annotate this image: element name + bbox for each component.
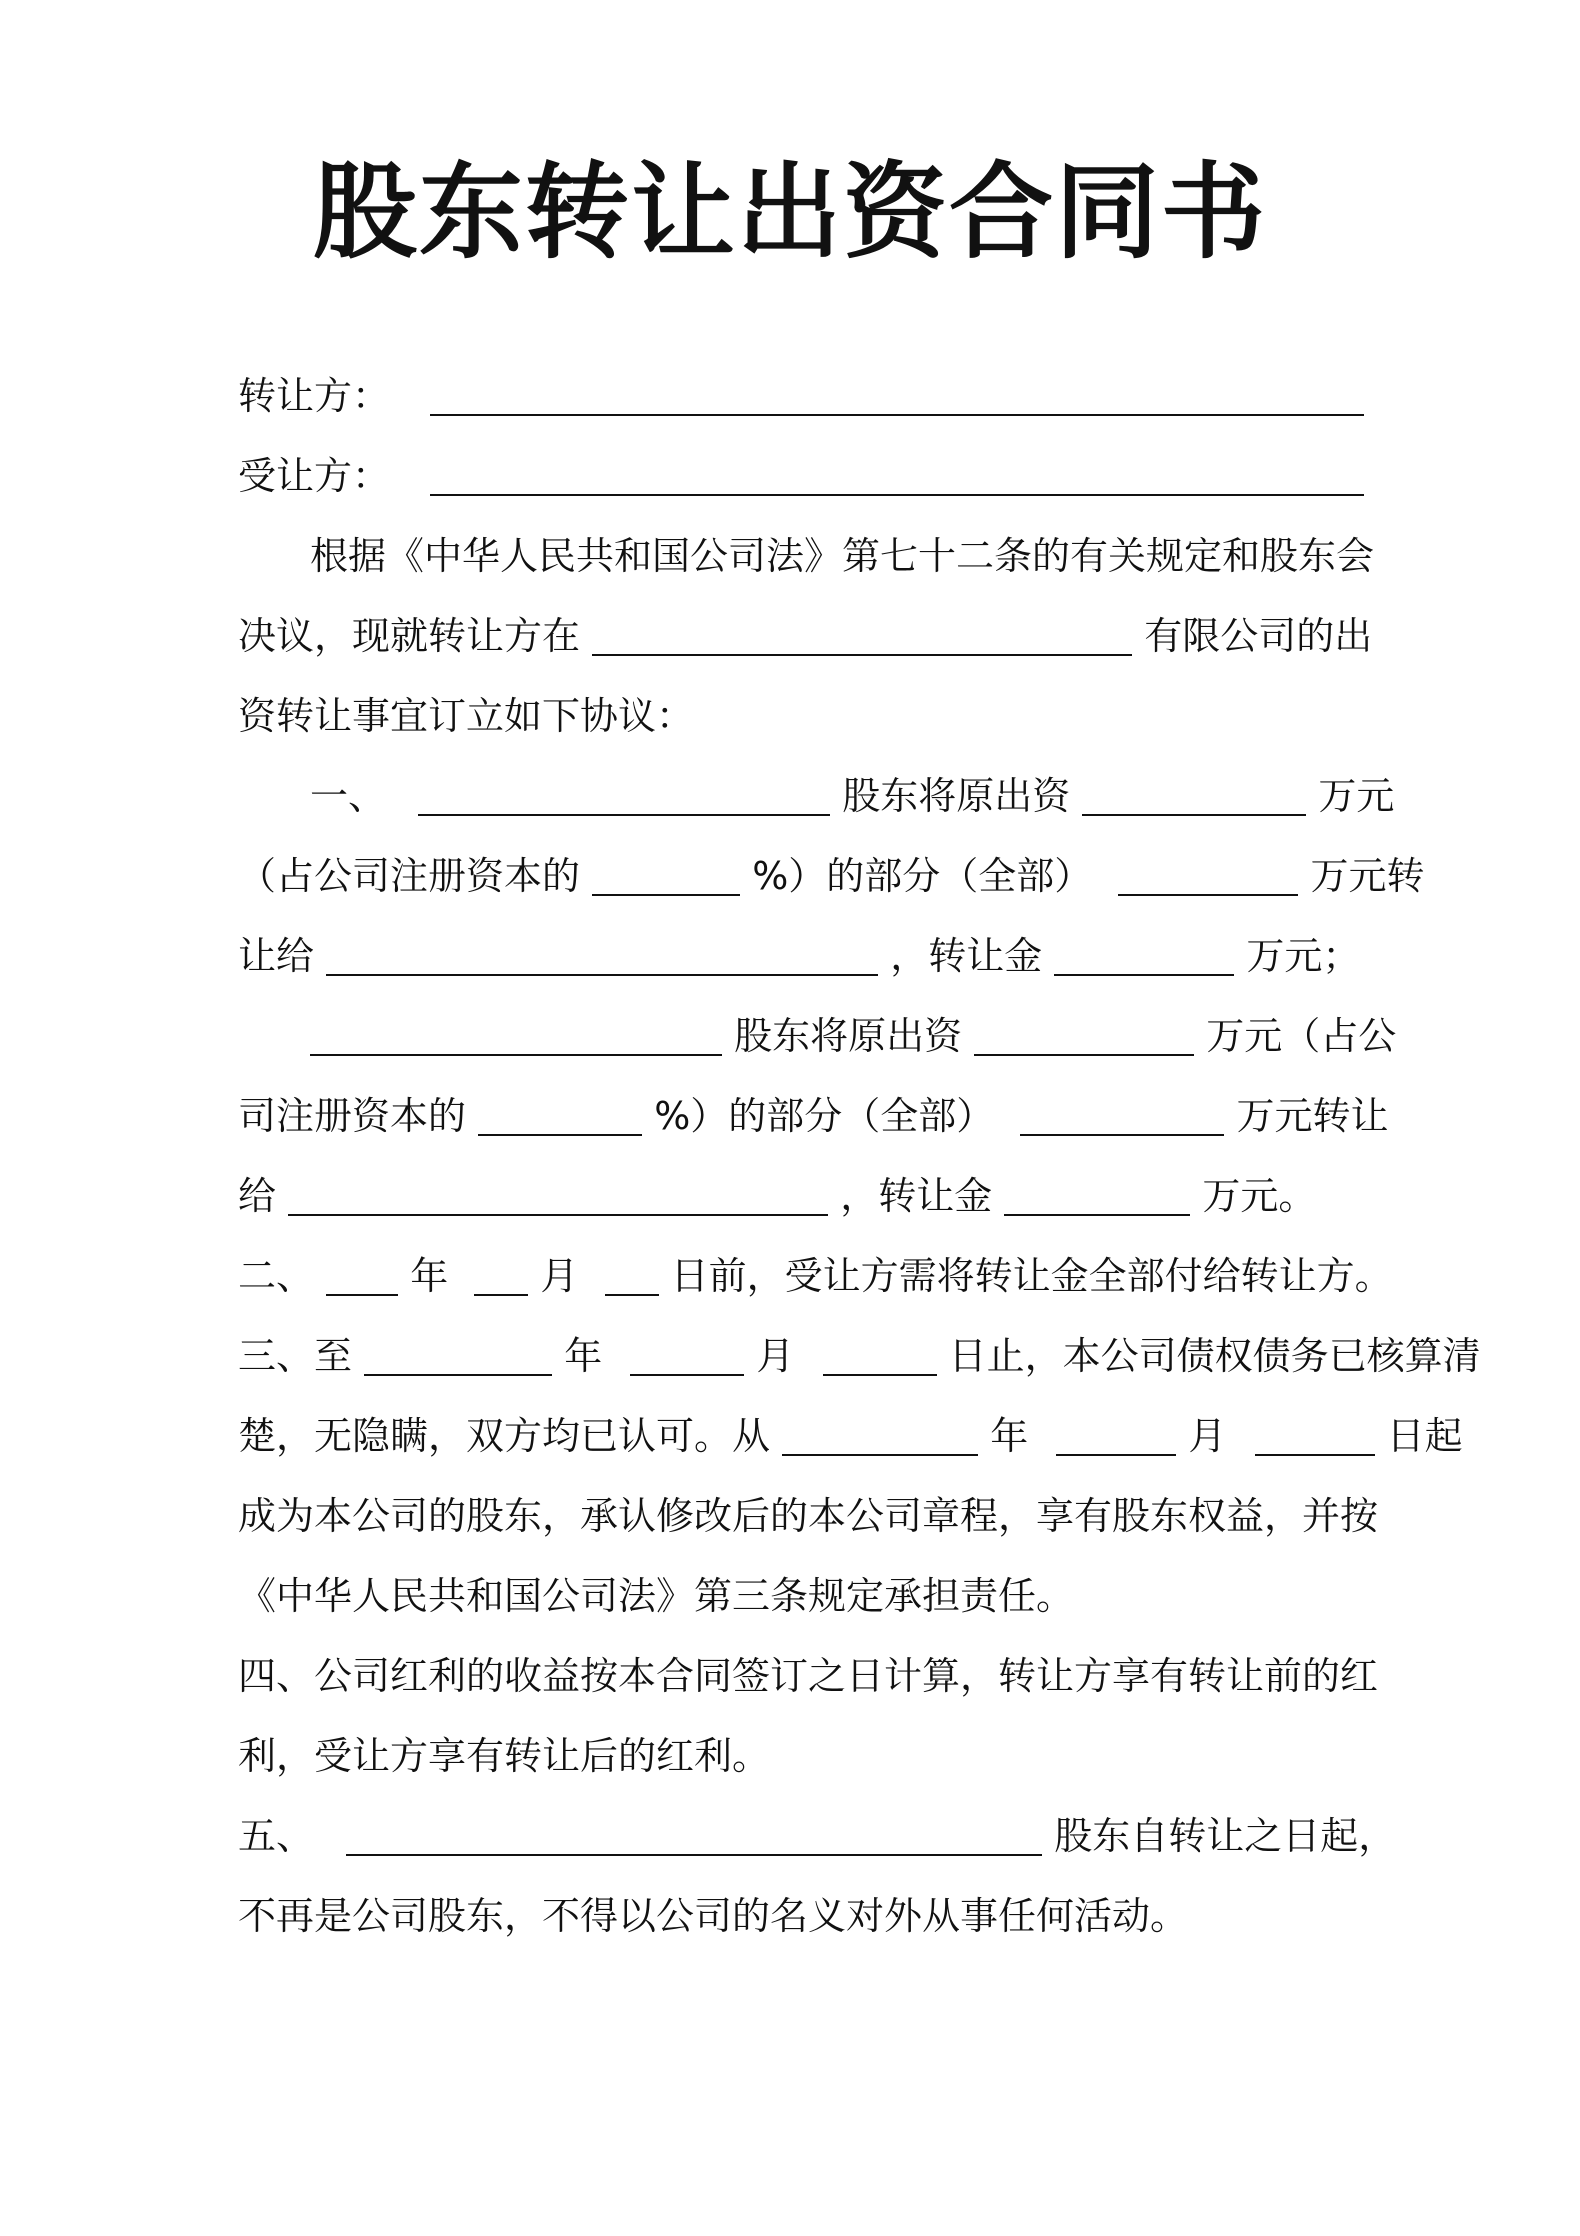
clause1-line-6 bbox=[238, 1154, 1354, 1238]
clause5-text-2: 不再是公司股东，不得以公司的名义对外从事任何活动。 bbox=[238, 1894, 1189, 1938]
clause2-day-blank[interactable] bbox=[605, 1234, 659, 1296]
clause1-text-e1: 司注册资本的 bbox=[238, 1094, 467, 1138]
clause3-rest1: 日止，本公司债权债务已核算清 bbox=[948, 1334, 1481, 1378]
clause3-month-blank[interactable] bbox=[630, 1314, 744, 1376]
clause1-shareholder-blank[interactable] bbox=[418, 754, 830, 816]
preamble-line-1 bbox=[238, 514, 1375, 598]
clause3-line-4 bbox=[238, 1554, 1354, 1638]
clause3-year-label: 年 bbox=[564, 1334, 603, 1378]
clause3-prefix: 三、至 bbox=[238, 1334, 353, 1378]
clause2-rest: 日前，受让方需将转让金全部付给转让方。 bbox=[670, 1254, 1393, 1298]
clause1-price2-blank[interactable] bbox=[1004, 1154, 1190, 1216]
clause1-unit-a: 万元 bbox=[1318, 774, 1395, 818]
preamble-text-3: 资转让事宜订立如下协议： bbox=[238, 694, 695, 738]
clause5-prefix: 五、 bbox=[238, 1814, 315, 1858]
clause2-year-label: 年 bbox=[410, 1254, 449, 1298]
clause4-line-2 bbox=[238, 1714, 1354, 1798]
clause2-year-blank[interactable] bbox=[326, 1234, 398, 1296]
clause1-line-5 bbox=[238, 1074, 1389, 1158]
clause3-year-blank[interactable] bbox=[364, 1314, 552, 1376]
clause1-text-c2: ，转让金 bbox=[890, 934, 1043, 978]
clause1-text-f3: 万元。 bbox=[1202, 1174, 1317, 1218]
clause1-line-4 bbox=[238, 994, 1397, 1078]
clause2-month-label: 月 bbox=[540, 1254, 579, 1298]
clause1-text-b3: 万元转 bbox=[1310, 854, 1425, 898]
clause3-line-1 bbox=[238, 1314, 1481, 1398]
clause1-recipient-blank[interactable] bbox=[326, 914, 878, 976]
clause3-month-label: 月 bbox=[756, 1334, 795, 1378]
clause1-text-f1: 给 bbox=[238, 1174, 277, 1218]
clause5-line-1 bbox=[238, 1794, 1397, 1878]
clause3-day2-blank[interactable] bbox=[1255, 1394, 1375, 1456]
clause3-text-4: 《中华人民共和国公司法》第三条规定承担责任。 bbox=[238, 1574, 1075, 1618]
clause1-recipient2-blank[interactable] bbox=[288, 1154, 828, 1216]
clause1-text-b1: （占公司注册资本的 bbox=[238, 854, 581, 898]
document-title: 股东转让出资合同书 bbox=[312, 151, 1267, 273]
clause4-line-1 bbox=[238, 1634, 1379, 1718]
clause1-text-e3: 万元转让 bbox=[1236, 1094, 1389, 1138]
clause1-line-3 bbox=[238, 914, 1361, 998]
preamble-line-2 bbox=[238, 594, 1373, 678]
clause1-text-a: 股东将原出资 bbox=[842, 774, 1071, 818]
clause1-shareholder2-blank[interactable] bbox=[310, 994, 722, 1056]
transferee-line bbox=[238, 434, 1354, 518]
clause1-text-d2: 万元（占公 bbox=[1206, 1014, 1397, 1058]
clause5-shareholder-blank[interactable] bbox=[346, 1794, 1042, 1856]
clause1-prefix: 一、 bbox=[310, 774, 387, 818]
clause1-amount2-blank[interactable] bbox=[1020, 1074, 1224, 1136]
clause1-text-c1: 让给 bbox=[238, 934, 315, 978]
company-name-blank[interactable] bbox=[592, 594, 1132, 656]
clause3-line-2 bbox=[238, 1394, 1463, 1478]
clause3-day2-label: 日起 bbox=[1386, 1414, 1463, 1458]
clause2-line bbox=[238, 1234, 1393, 1318]
clause3-month2-label: 月 bbox=[1188, 1414, 1227, 1458]
clause3-text-3: 成为本公司的股东，承认修改后的本公司章程，享有股东权益，并按 bbox=[238, 1494, 1379, 1538]
clause5-line-2 bbox=[238, 1874, 1354, 1958]
preamble-text-2a: 决议，现就转让方在 bbox=[238, 614, 581, 658]
clause4-text-2: 利，受让方享有转让后的红利。 bbox=[238, 1734, 771, 1778]
clause1-capital2-blank[interactable] bbox=[974, 994, 1194, 1056]
preamble-line-3 bbox=[238, 674, 1354, 758]
clause2-prefix: 二、 bbox=[238, 1254, 315, 1298]
clause1-price-blank[interactable] bbox=[1054, 914, 1234, 976]
clause1-line-2 bbox=[238, 834, 1425, 918]
clause3-month2-blank[interactable] bbox=[1056, 1394, 1176, 1456]
clause1-capital-blank[interactable] bbox=[1082, 754, 1306, 816]
transferor-line bbox=[238, 354, 1354, 438]
clause1-percent2-blank[interactable] bbox=[478, 1074, 642, 1136]
transferee-blank[interactable] bbox=[430, 434, 1364, 496]
transferee-label: 受让方： bbox=[238, 454, 391, 498]
clause1-line-1 bbox=[238, 754, 1395, 838]
clause3-day-blank[interactable] bbox=[823, 1314, 937, 1376]
clause1-text-c3: 万元； bbox=[1246, 934, 1361, 978]
clause1-text-f2: ，转让金 bbox=[840, 1174, 993, 1218]
transferor-blank[interactable] bbox=[430, 354, 1364, 416]
clause1-text-b2: %）的部分（全部） bbox=[752, 854, 1093, 898]
clause3-year2-label: 年 bbox=[990, 1414, 1029, 1458]
clause1-text-e2: %）的部分（全部） bbox=[654, 1094, 995, 1138]
preamble-text-1: 根据《中华人民共和国公司法》第七十二条的有关规定和股东会 bbox=[310, 534, 1375, 578]
clause3-line2-prefix: 楚，无隐瞒，双方均已认可。从 bbox=[238, 1414, 771, 1458]
clause1-percent-blank[interactable] bbox=[592, 834, 740, 896]
clause3-year2-blank[interactable] bbox=[782, 1394, 978, 1456]
clause4-text-1: 四、公司红利的收益按本合同签订之日计算，转让方享有转让前的红 bbox=[238, 1654, 1379, 1698]
clause3-line-3 bbox=[238, 1474, 1379, 1558]
preamble-text-2b: 有限公司的出 bbox=[1144, 614, 1373, 658]
clause1-text-d1: 股东将原出资 bbox=[734, 1014, 963, 1058]
clause1-amount-blank[interactable] bbox=[1118, 834, 1298, 896]
transferor-label: 转让方： bbox=[238, 374, 391, 418]
clause2-month-blank[interactable] bbox=[474, 1234, 528, 1296]
clause5-rest: 股东自转让之日起， bbox=[1054, 1814, 1397, 1858]
